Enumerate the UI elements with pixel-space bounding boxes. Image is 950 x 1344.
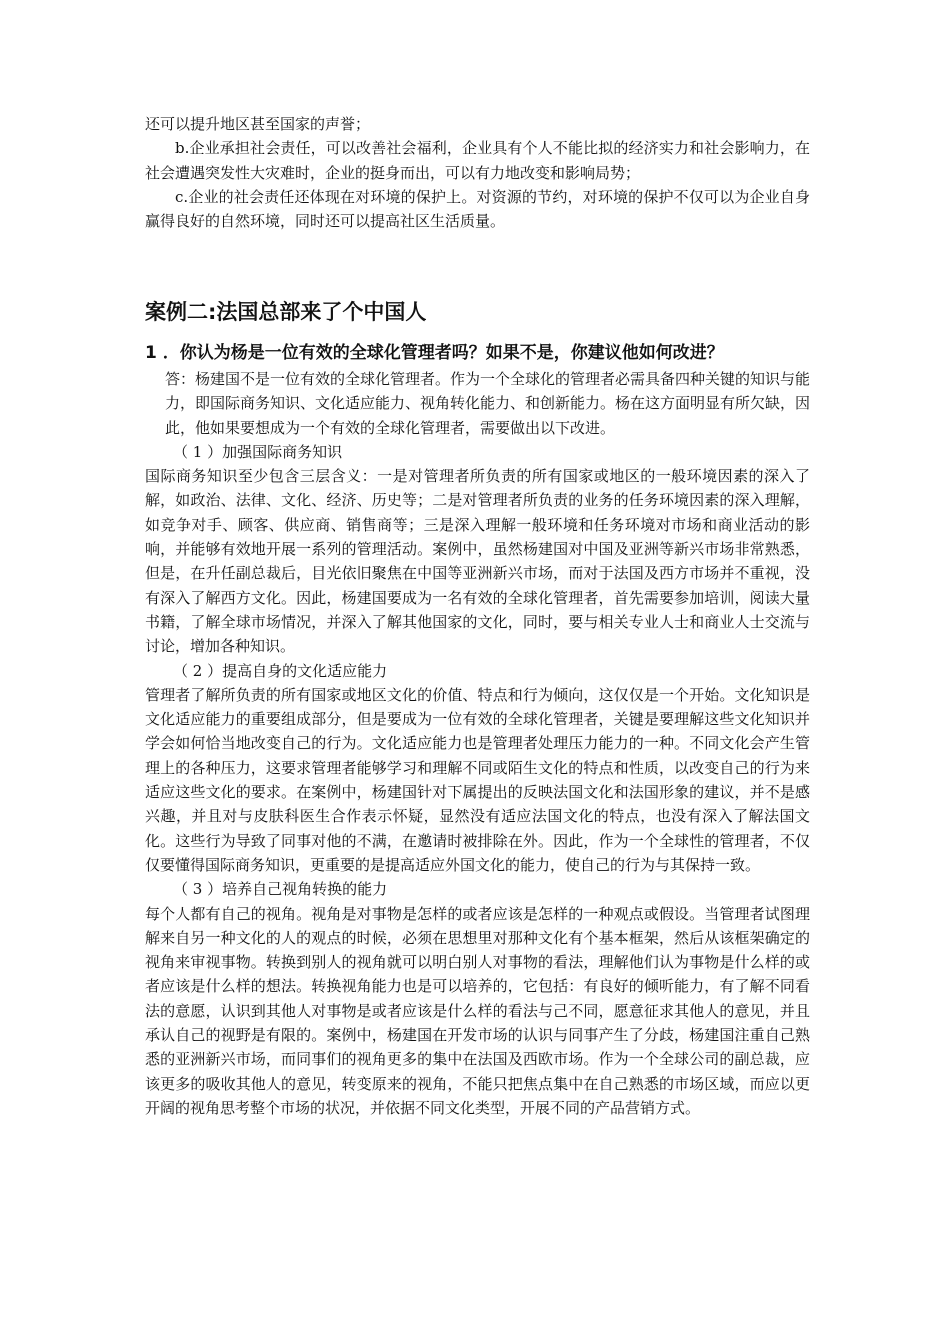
paragraph-point-c: c.企业的社会责任还体现在对环境的保护上。对资源的节约，对环境的保护不仅可以为企业自身赢得良好的自然环境，同时还可以提高社区生活质量。 — [145, 187, 810, 231]
paragraph-point-b: b.企业承担社会责任，可以改善社会福利，企业具有个人不能比拟的经济实力和社会影响力，在社会遭遇突发性大灾难时，企业的挺身而出，可以有力地改变和影响局势； — [145, 139, 810, 182]
subsection-3-heading: （ 3 ）培养自己视角转换的能力 — [173, 880, 388, 899]
previous-section-text — [145, 112, 810, 233]
subsection-2-body: 管理者了解所负责的所有国家或地区文化的价值、特点和行为倾向，这仅仅是一个开始。文化知识是文化适应能力的重要组成部分，但是要成为一位有效的全球化管理者，关键是要理解这些文化知识并学会如何恰当地改变自己的行为。文化适应能力也是管理者处理压力能力的一种。不同文化会产生管理上的各种压力，这要求管理者能够学习和理解不同或陌生文化的特点和性质，以改变自己的行为来适应这些文化的要求。在案例中，杨建国针对下属提出的反映法国文化和法国形象的建议，并不是感兴趣，并且对与皮肤科医生合作表示怀疑，显然没有适应法国文化的特点，也没有深入了解法国文化。这些行为导致了同事对他的不满，在邀请时被排除在外。因此，作为一个全球性的管理者，不仅仅要懂得国际商务知识，更重要的是提高适应外国文化的能力，使自己的行为与其保持一致。 — [145, 685, 810, 874]
subsection-1-heading: （ 1 ）加强国际商务知识 — [173, 442, 343, 461]
case-two-title: 案例二:法国总部来了个中国人 — [145, 300, 427, 324]
subsection-3-body: 每个人都有自己的视角。视角是对事物是怎样的或者应该是怎样的一种观点或假设。当管理者试图理解来自另一种文化的人的观点的时候，必须在思想里对那种文化有个基本框架，然后从该框架确定的视角来审视事物。转换到别人的视角就可以明白别人对事物的看法，理解他们认为事物是什么样的或者应该是什么样的想法。转换视角能力也是可以培养的，它包括：有良好的倾听能力，有了解不同看法的意愿，认识到其他人对事物是或者应该是什么样的看法与己不同，愿意征求其他人的意见，并且承认自己的视野是有限的。案例中，杨建国在开发市场的认识与同事产生了分歧，杨建国注重自己熟悉的亚洲新兴市场，而同事们的视角更多的集中在法国及西欧市场。作为一个全球公司的副总裁，应该更多的吸收其他人的意见，转变原来的视角，不能只把焦点集中在自己熟悉的市场区域，而应以更开阔的视角思考整个市场的状况，并依据不同文化类型，开展不同的产品营销方式。 — [145, 904, 810, 1117]
question-one: 1 ．你认为杨是一位有效的全球化管理者吗？如果不是，你建议他如何改进？ — [145, 343, 724, 363]
subsection-1-body: 国际商务知识至少包含三层含义：一是对管理者所负责的所有国家或地区的一般环境因素的深入了解，如政治、法律、文化、经济、历史等；二是对管理者所负责的业务的任务环境因素的深入理解，如竞争对手、顾客、供应商、销售商等；三是深入理解一般环境和任务环境对市场和商业活动的影响，并能够有效地开展一系列的管理活动。案例中，虽然杨建国对中国及亚洲等新兴市场非常熟悉，但是，在升任副总裁后，目光依旧聚焦在中国等亚洲新兴市场，而对于法国及西方市场并不重视，没有深入了解西方文化。因此，杨建国要成为一名有效的全球化管理者，首先需要参加培训，阅读大量书籍，了解全球市场情况，并深入了解其他国家的文化，同时，要与相关专业人士和商业人士交流与讨论，增加各种知识。 — [145, 467, 810, 656]
subsection-2-heading: （ 2 ）提高自身的文化适应能力 — [173, 661, 388, 680]
answer-section — [145, 367, 810, 1120]
answer-intro: 答：杨建国不是一位有效的全球化管理者。作为一个全球化的管理者必需具备四种关键的知识与能力，即国际商务知识、文化适应能力、视角转化能力、和创新能力。杨在这方面明显有所欠缺，因此，他如果要想成为一个有效的全球化管理者，需要做出以下改进。 — [165, 370, 811, 437]
paragraph-reputation: 还可以提升地区甚至国家的声誉； — [145, 115, 371, 133]
